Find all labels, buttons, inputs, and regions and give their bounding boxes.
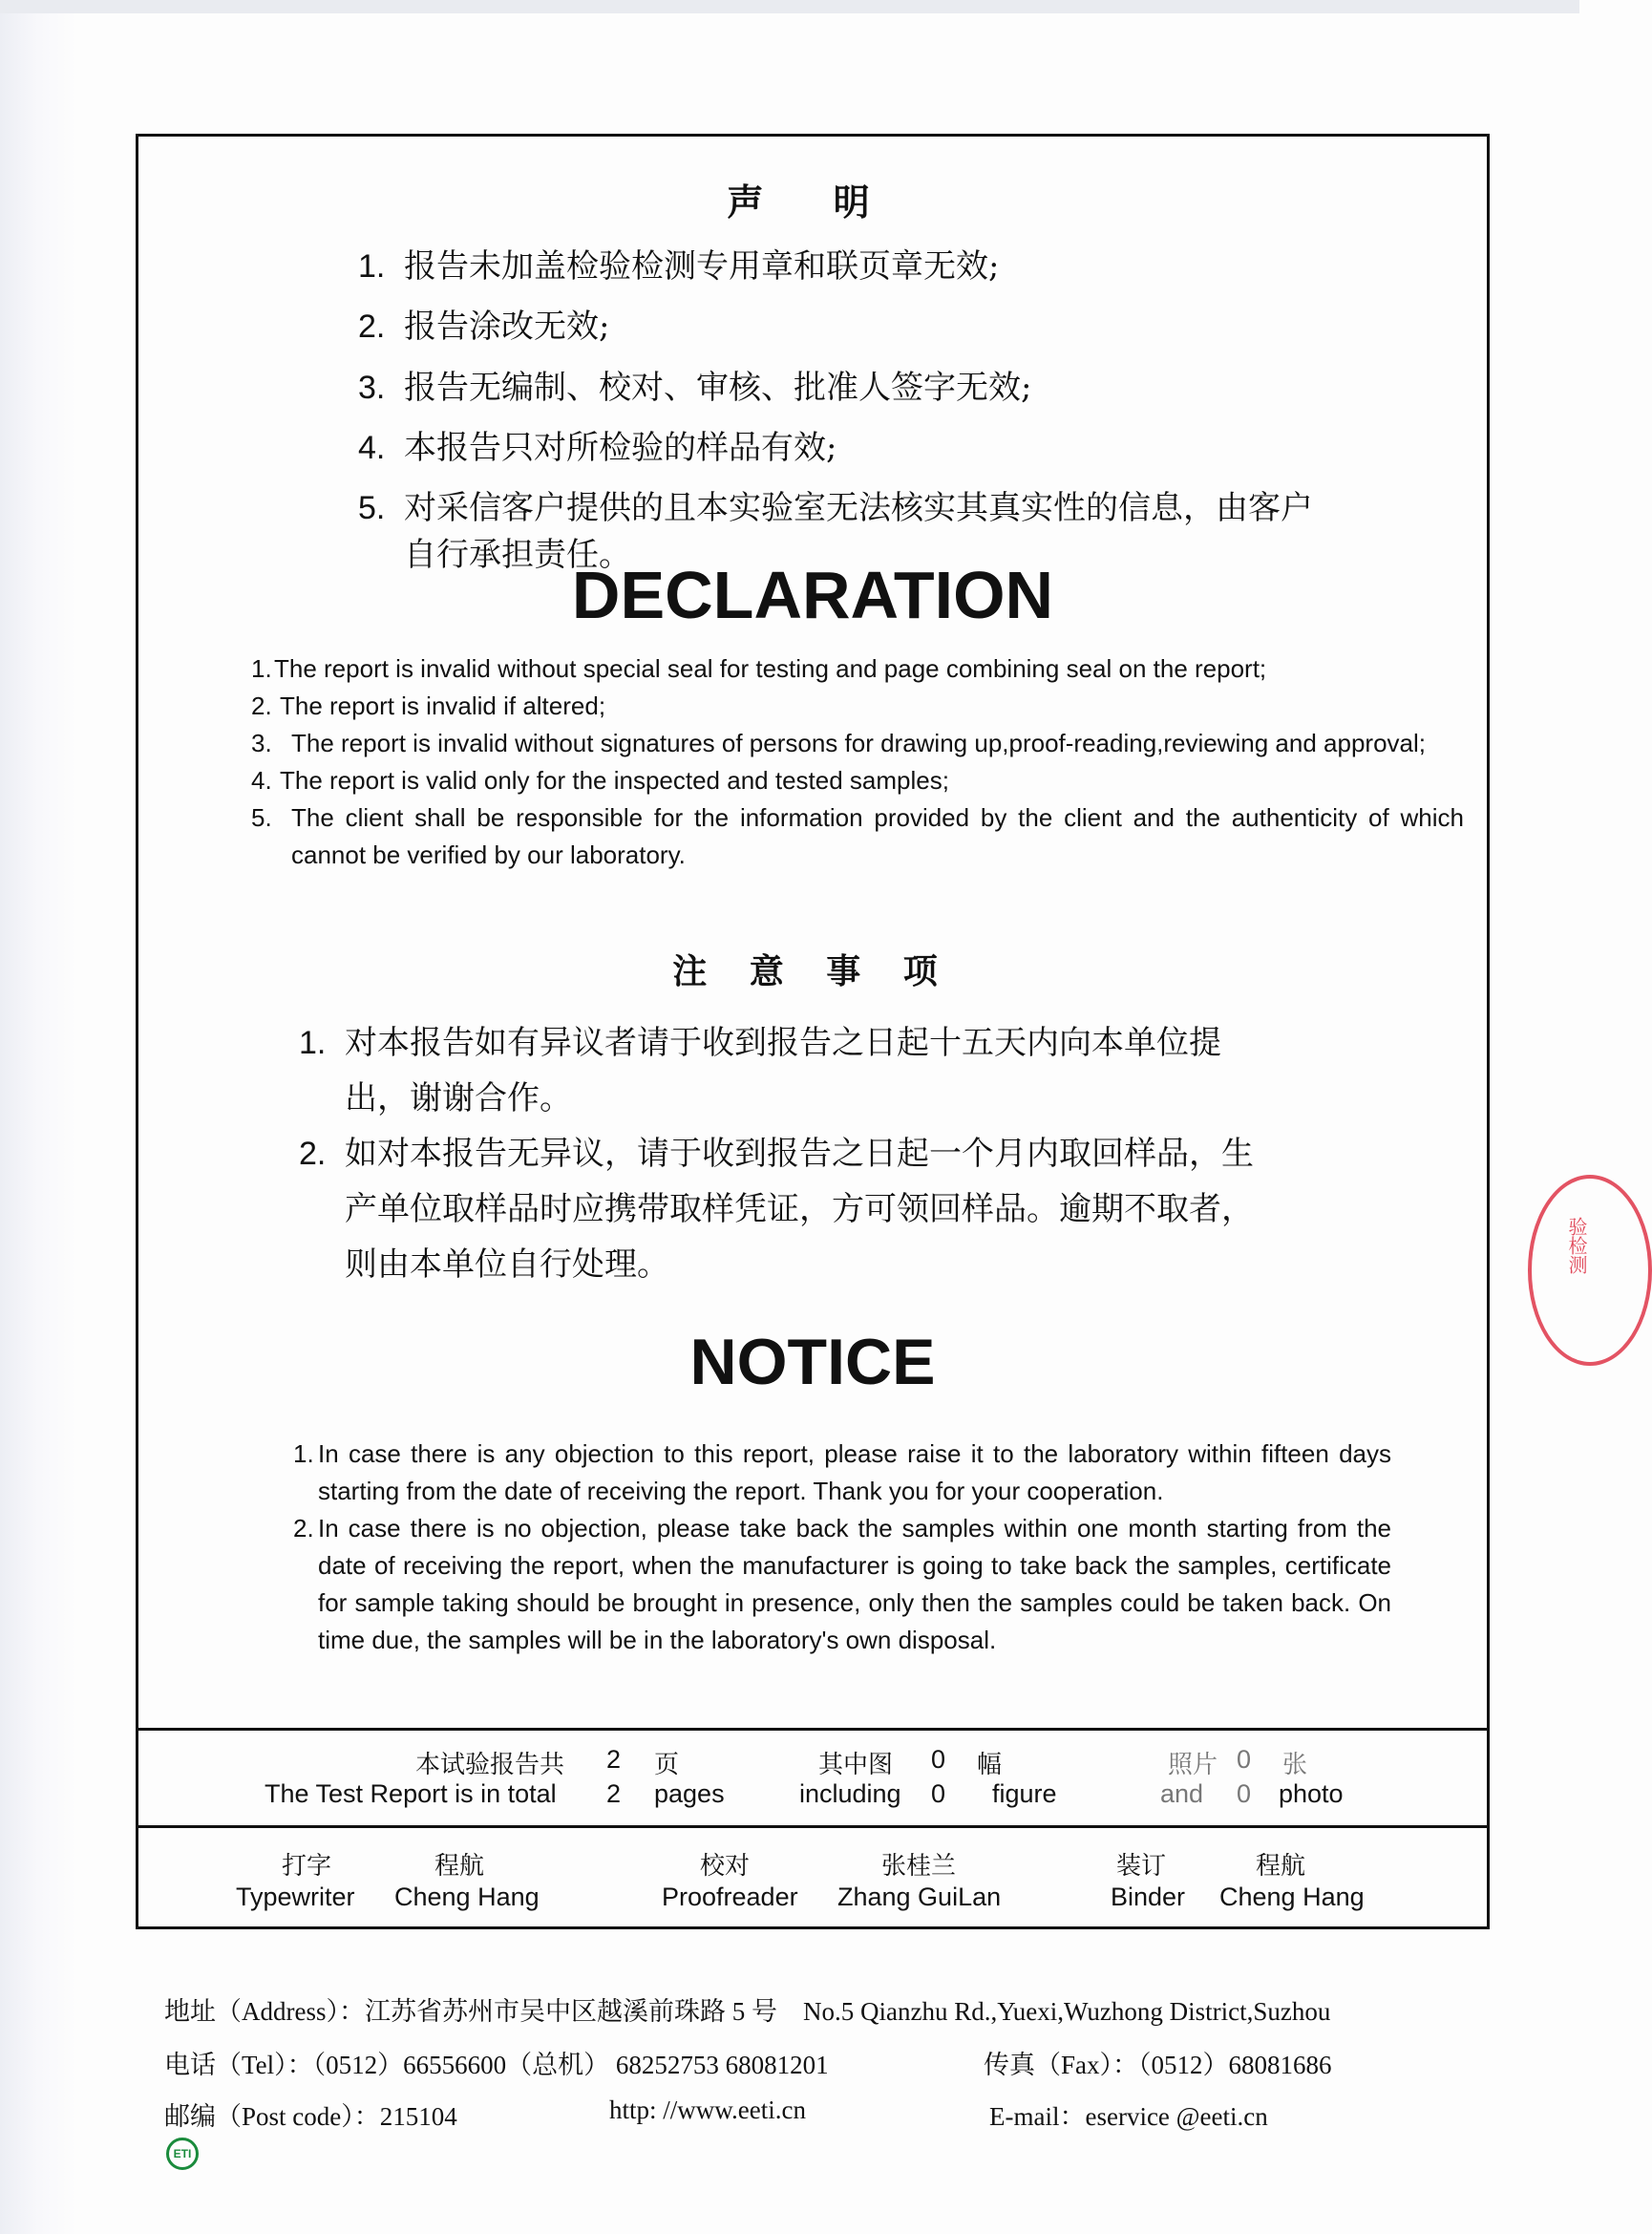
figures-en-label: including	[799, 1779, 901, 1808]
declaration-cn-title: 声 明	[727, 181, 899, 223]
declaration-en-item: 2. The report is invalid if altered;	[251, 691, 606, 720]
typist-en-label: Typewriter	[236, 1883, 355, 1911]
notice-cn-title: 注 意 事 项	[672, 952, 953, 991]
figures-cn-label: 其中图	[818, 1751, 894, 1779]
binder-name-en: Cheng Hang	[1219, 1883, 1365, 1911]
pages-en-unit: pages	[654, 1779, 725, 1808]
document-frame	[136, 134, 1490, 1929]
declaration-cn-item: 2. 报告涂改无效;	[358, 308, 610, 347]
notice-cn-item: 2. 如对本报告无异议，请于收到报告之日起一个月内取回样品，生产单位取样品时应携带取样凭证，方可领回样品。逾期不取者，则由本单位自行处理。	[299, 1135, 1254, 1284]
red-seal-stamp: 验检测	[1528, 1175, 1652, 1366]
staff-top-rule	[138, 1825, 1487, 1828]
proofreader-en-label: Proofreader	[662, 1883, 798, 1911]
pages-cn-label: 本试验报告共	[415, 1751, 565, 1779]
notice-cn-item: 1. 对本报告如有异议者请于收到报告之日起十五天内向本单位提出，谢谢合作。	[299, 1024, 1221, 1117]
photos-cn-label: 照片	[1168, 1751, 1218, 1779]
figures-cn-unit: 幅	[977, 1751, 1003, 1779]
notice-en-list	[293, 1436, 1391, 1659]
pages-count-en: 2	[606, 1779, 622, 1808]
footer-tel: 电话（Tel）：（0512）66556600（总机） 68252753 68081201	[164, 2051, 829, 2079]
proofreader-name-en: Zhang GuiLan	[837, 1883, 1002, 1911]
figures-count-cn: 0	[931, 1745, 946, 1774]
photos-en-label: and	[1160, 1779, 1204, 1808]
footer-address: 地址（Address）：江苏省苏州市吴中区越溪前珠路 5 号 No.5 Qianzhu Rd.,Yuexi,Wuzhong District,Suzhou	[164, 1997, 1331, 2026]
figures-en-unit: figure	[992, 1779, 1057, 1808]
summary-top-rule	[138, 1728, 1487, 1731]
typist-name-en: Cheng Hang	[394, 1883, 540, 1911]
scan-edge-top	[0, 0, 1579, 13]
declaration-en-title: DECLARATION	[571, 558, 1054, 632]
footer-fax: 传真（Fax）：（0512）68081686	[984, 2051, 1332, 2079]
eti-logo-icon: ETI	[166, 2138, 199, 2170]
declaration-cn-item: 3. 报告无编制、校对、审核、批准人签字无效;	[358, 368, 1032, 407]
typist-name-cn: 程航	[434, 1852, 485, 1881]
proofreader-cn-label: 校对	[700, 1852, 751, 1881]
typist-cn-label: 打字	[282, 1852, 332, 1881]
notice-en-title: NOTICE	[689, 1326, 936, 1398]
photos-count-en: 0	[1237, 1779, 1252, 1808]
notice-en-item: 2. In case there is no objection, please take back the samples within one month starting from the date of receiving the report, when the manufacturer is going to take back the samples, certificate for sample taking should be brought in presence, only then the samples could be taken back. On time due, the samples will be in the laboratory's own disposal.	[293, 1514, 1391, 1654]
pages-count-cn: 2	[606, 1745, 622, 1774]
proofreader-name-cn: 张桂兰	[881, 1852, 957, 1881]
declaration-cn-item: 4. 本报告只对所检验的样品有效;	[358, 428, 837, 467]
footer-email: E-mail：eservice @eeti.cn	[989, 2102, 1268, 2131]
declaration-en-item: 4. The report is valid only for the inspected and tested samples;	[251, 766, 949, 795]
declaration-cn-item: 1. 报告未加盖检验检测专用章和联页章无效;	[358, 247, 1000, 286]
declaration-en-item: 5. The client shall be responsible for the information provided by the client and the authenticity of which cannot be verified by our laboratory.	[251, 803, 1464, 869]
binder-cn-label: 装订	[1116, 1852, 1167, 1881]
footer-postcode: 邮编（Post code）：215104	[164, 2102, 457, 2131]
photos-count-cn: 0	[1237, 1745, 1252, 1774]
footer-website: http: //www.eeti.cn	[609, 2096, 806, 2124]
photos-en-unit: photo	[1279, 1779, 1344, 1808]
notice-en-item: 1. In case there is any objection to this report, please raise it to the laboratory within fifteen days starting from the date of receiving the report. Thank you for your cooperation.	[293, 1439, 1391, 1505]
pages-cn-unit: 页	[654, 1751, 680, 1779]
pages-en-label: The Test Report is in total	[265, 1779, 557, 1808]
declaration-cn-list	[358, 244, 1323, 593]
photos-cn-unit: 张	[1282, 1751, 1308, 1779]
binder-name-cn: 程航	[1256, 1852, 1306, 1881]
figures-count-en: 0	[931, 1779, 946, 1808]
declaration-en-item: 1. The report is invalid without special seal for testing and page combining seal on the report;	[251, 654, 1267, 683]
notice-cn-list	[299, 1015, 1254, 1292]
declaration-en-list	[251, 650, 1464, 874]
declaration-cn-item: 5. 对采信客户提供的且本实验室无法核实其真实性的信息，由客户自行承担责任。	[358, 489, 1313, 575]
declaration-en-item: 3. The report is invalid without signatures of persons for drawing up,proof-reading,reviewing and approval;	[251, 729, 1426, 757]
binder-en-label: Binder	[1111, 1883, 1186, 1911]
scan-edge-left	[0, 0, 76, 2234]
